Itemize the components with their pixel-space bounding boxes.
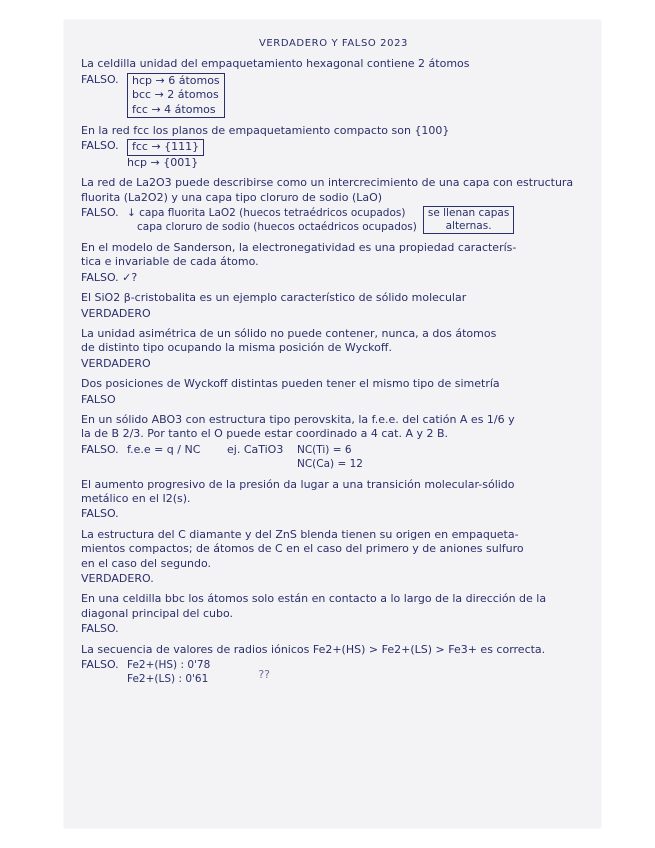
question-statement: diagonal principal del cubo.	[81, 606, 234, 620]
question-mark: ??	[258, 668, 270, 682]
example-label: ej. CaTiO3	[227, 442, 284, 456]
radius-line: Fe2+(HS) : 0'78	[127, 659, 211, 672]
question-item	[81, 124, 586, 170]
question-item	[81, 643, 586, 687]
coordination-values	[297, 443, 363, 472]
question-statement: de distinto tipo ocupando la misma posición de Wyckoff.	[81, 341, 392, 355]
answer-block	[81, 206, 586, 235]
answer-block	[81, 443, 586, 472]
note-line: se llenan capas	[427, 207, 510, 220]
page-title: VERDADERO Y FALSO 2023	[258, 38, 409, 49]
question-statement: El SiO2 β-cristobalita es un ejemplo característico de sólido molecular	[81, 291, 467, 305]
question-statement: la de B 2/3. Por tanto el O puede estar coordinado a 4 cat. A y 2 B.	[81, 427, 449, 441]
answer-block	[81, 73, 586, 118]
radius-values	[127, 658, 210, 687]
margin-note	[423, 206, 514, 234]
question-statement: tica e invariable de cada átomo.	[81, 255, 259, 269]
question-statement: La celdilla unidad del empaquetamiento hexagonal contiene 2 átomos	[81, 57, 470, 71]
answer-label: FALSO.	[81, 507, 119, 521]
answer-label: FALSO.	[81, 658, 119, 672]
answer-block	[81, 658, 586, 687]
answer-label: FALSO.	[81, 206, 119, 220]
answer-line: hcp → {001}	[127, 155, 199, 169]
question-statement: Dos posiciones de Wyckoff distintas pueden tener el mismo tipo de simetría	[81, 377, 500, 391]
question-statement: En un sólido ABO3 con estructura tipo perovskita, la f.e.e. del catión A es 1/6 y	[81, 412, 515, 426]
question-item	[81, 528, 586, 587]
detail-line: capa cloruro de sodio (huecos octaédricos ocupados)	[137, 221, 417, 234]
boxed-answer	[127, 73, 225, 118]
question-statement: metálico en el I2(s).	[81, 491, 191, 505]
question-item	[81, 57, 586, 118]
question-statement: La secuencia de valores de radios iónicos Fe2+(HS) > Fe2+(LS) > Fe3+ es correcta.	[81, 642, 546, 656]
answer-label: FALSO.	[81, 139, 119, 153]
notebook-page	[64, 20, 601, 828]
question-statement: En el modelo de Sanderson, la electronegatividad es una propiedad caracterís-	[81, 240, 517, 254]
question-statement: en el caso del segundo.	[81, 556, 212, 570]
question-item	[81, 176, 586, 235]
question-item	[81, 592, 586, 636]
question-statement: La red de La2O3 puede describirse como un intercrecimiento de una capa con estructura	[81, 176, 574, 190]
fee-formula: f.e.e = q / NC	[127, 442, 201, 456]
question-item	[81, 377, 586, 407]
answer-detail	[127, 206, 417, 235]
boxed-line: fcc → 4 átomos	[132, 102, 216, 116]
question-statement: El aumento progresivo de la presión da lugar a una transición molecular-sólido	[81, 477, 515, 491]
answer-label: VERDADERO	[81, 306, 151, 320]
boxed-line: bcc → 2 átomos	[132, 88, 219, 102]
nc-line: NC(Ti) = 6	[297, 443, 352, 456]
question-statement: La estructura del C diamante y del ZnS blenda tienen su origen en empaqueta-	[81, 527, 519, 541]
answer-label: FALSO	[81, 392, 116, 406]
answer-label: VERDADERO.	[81, 572, 154, 585]
question-item	[81, 478, 586, 522]
boxed-line: hcp → 6 átomos	[132, 73, 220, 87]
note-line: alternas.	[445, 220, 492, 233]
question-item	[81, 413, 586, 472]
answer-label: FALSO.	[81, 72, 119, 86]
question-statement: En una celdilla bbc los átomos solo están en contacto a lo largo de la dirección de la	[81, 592, 547, 606]
boxed-answer: fcc → {111}	[127, 139, 204, 155]
answer-label: FALSO.	[81, 270, 119, 284]
check-mark: ✓?	[122, 270, 138, 284]
question-item	[81, 327, 586, 371]
answer-block	[81, 271, 586, 285]
detail-line: ↓ capa fluorita LaO2 (huecos tetraédricos ocupados)	[127, 207, 406, 220]
question-statement: fluorita (La2O2) y una capa tipo cloruro de sodio (LaO)	[81, 190, 383, 204]
question-item	[81, 291, 586, 321]
answer-label: FALSO.	[81, 442, 119, 456]
question-statement: La unidad asimétrica de un sólido no puede contener, nunca, a dos átomos	[81, 326, 497, 340]
answer-label: VERDADERO	[81, 356, 151, 370]
page-content	[81, 37, 586, 687]
answer-block	[81, 139, 586, 155]
radius-line: Fe2+(LS) : 0'61	[127, 673, 209, 686]
answer-label: FALSO.	[81, 622, 119, 636]
nc-line: NC(Ca) = 12	[297, 458, 363, 471]
question-item	[81, 241, 586, 285]
question-statement: mientos compactos; de átomos de C en el caso del primero y de aniones sulfuro	[81, 542, 524, 556]
question-statement: En la red fcc los planos de empaquetamiento compacto son {100}	[81, 124, 450, 138]
